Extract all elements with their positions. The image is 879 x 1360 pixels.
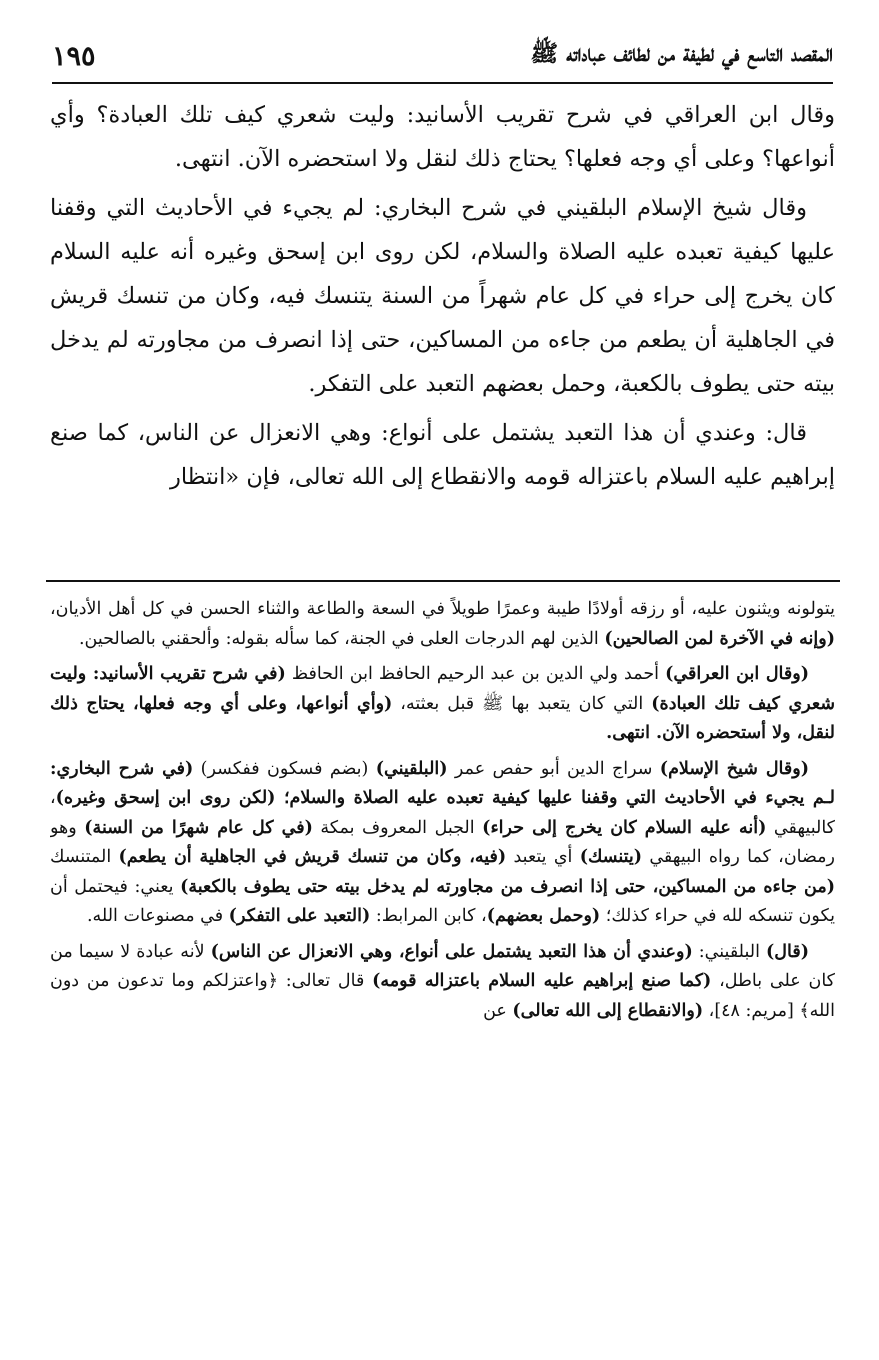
quoted-text: (في شرح البخاري: لـم يجيء في الأحاديث التي وقفنا عليها كيفية تعبده عليه الصلاة والسلام؛ (لكن روى ابن إسحق وغيره) <box>50 758 835 808</box>
quoted-text: (قال) <box>766 941 809 962</box>
quoted-text: (كما صنع إبراهيم عليه السلام باعتزاله قومه) <box>372 971 712 991</box>
quoted-text: (في شرح تقريب الأسانيد: وليت شعري كيف تلك العبادة) <box>50 664 835 714</box>
page-header <box>52 30 833 84</box>
commentary-text: ، كابن المرابط: <box>370 906 487 926</box>
commentary-paragraph <box>50 595 835 654</box>
quoted-text: (وقال شيخ الإسلام) <box>659 758 809 779</box>
commentary-text: الجبل المعروف بمكة <box>312 817 483 838</box>
quoted-text: (وإنه في الآخرة لمن الصالحين) <box>604 628 835 649</box>
commentary-text: ، كالبيهقي <box>50 788 835 838</box>
commentary-text: أحمد ولي الدين بن عبد الرحيم الحافظ ابن الحافظ <box>285 664 666 684</box>
quoted-text: (وقال ابن العراقي) <box>665 664 809 684</box>
commentary-text: (بضم فسكون ففكسر) <box>193 758 376 779</box>
commentary-text: يتولونه ويثنون عليه، أو رزقه أولادًا طيبة وعمرًا طويلاً في السعة والطاعة والثناء الحسن في كل أهل الأديان، <box>50 599 835 619</box>
commentary-text: في مصنوعات الله. <box>86 906 229 926</box>
quoted-text: (وعندي أن هذا التعبد يشتمل على أنواع، وهي الانعزال عن الناس) <box>210 941 693 962</box>
quoted-text: (يتنسك) <box>579 847 643 867</box>
commentary-text: سراج الدين أبو حفص عمر <box>447 758 660 779</box>
running-title: المقصد التاسع في لطيفة من لطائف عباداته ﷺ <box>530 40 833 67</box>
page-number: ١٩٥ <box>52 40 96 72</box>
quoted-text: (والانقطاع إلى الله تعالى) <box>512 1000 704 1021</box>
commentary-paragraph <box>50 660 835 749</box>
commentary-text: التي كان يتعبد بها ﷺ قبل بعثته، <box>392 693 652 714</box>
main-text <box>50 93 835 563</box>
commentary-text: البلقيني: <box>692 941 767 962</box>
quoted-text: (التعبد على التفكر) <box>228 906 371 926</box>
quoted-text: (وأي أنواعها، وعلى أي وجه فعلها، يحتاج ذلك لنقل، ولا أستحضره الآن. انتهى. <box>50 693 835 743</box>
commentary-text: عن <box>483 1000 513 1021</box>
main-paragraph: وقال شيخ الإسلام البلقيني في شرح البخاري: لم يجيء في الأحاديث التي وقفنا عليها كيفية تعبده عليه الصلاة والسلام، لكن روى ابن إسحق وغيره أنه عليه السلام كان يخرج إلى حراء في كل عام شهراً من السنة يتنسك فيه، وكان من تنسك قريش في الجاهلية أن يطعم من جاءه من المساكين، حتى إذا انصرف من مجاورته لم يدخل بيته حتى يطوف بالكعبة، وحمل بعضهم التعبد على التفكر. <box>50 195 835 397</box>
quoted-text: (وحمل بعضهم) <box>486 906 601 926</box>
quoted-text: (البلقيني) <box>375 758 448 779</box>
commentary-text: أي يتعبد <box>506 847 580 867</box>
commentary-text: المتنسك <box>50 847 119 867</box>
commentary-text: قال تعالى: ﴿واعتزلكم وما تدعون من دون الله﴾ [مريم: ٤٨]، <box>50 971 835 1021</box>
commentary-text: يعني: فيحتمل أن يكون تنسكه لله في حراء كذلك؛ <box>50 876 835 926</box>
quoted-text: (فيه، وكان من تنسك قريش في الجاهلية أن يطعم) <box>118 847 507 867</box>
commentary-text: وهو رمضان، كما رواه البيهقي <box>50 817 835 867</box>
footnote-divider <box>46 580 840 582</box>
main-paragraph: وقال ابن العراقي في شرح تقريب الأسانيد: وليت شعري كيف تلك العبادة؟ وأي أنواعها؟ وعلى أي وجه فعلها؟ يحتاج ذلك لنقل ولا استحضره الآن. انتهى. <box>50 102 835 172</box>
commentary-text: لأنه عبادة لا سيما من كان على باطل، <box>50 941 835 991</box>
commentary-paragraph <box>50 755 835 932</box>
quoted-text: (أنه عليه السلام كان يخرج إلى حراء) <box>482 817 767 838</box>
commentary-text: الذين لهم الدرجات العلى في الجنة، كما سأله بقوله: وألحقني بالصالحين. <box>78 628 605 649</box>
commentary-paragraph <box>50 938 835 1027</box>
quoted-text: (من جاءه من المساكين، حتى إذا انصرف من مجاورته لم يدخل بيته حتى يطوف بالكعبة) <box>180 876 835 897</box>
quoted-text: (في كل عام شهرًا من السنة) <box>84 817 313 838</box>
main-paragraph: قال: وعندي أن هذا التعبد يشتمل على أنواع: وهي الانعزال عن الناس، كما صنع إبراهيم عليه السلام باعتزاله قومه والانقطاع إلى الله تعالى، فإن «انتظار <box>50 420 835 490</box>
commentary <box>50 595 835 1335</box>
